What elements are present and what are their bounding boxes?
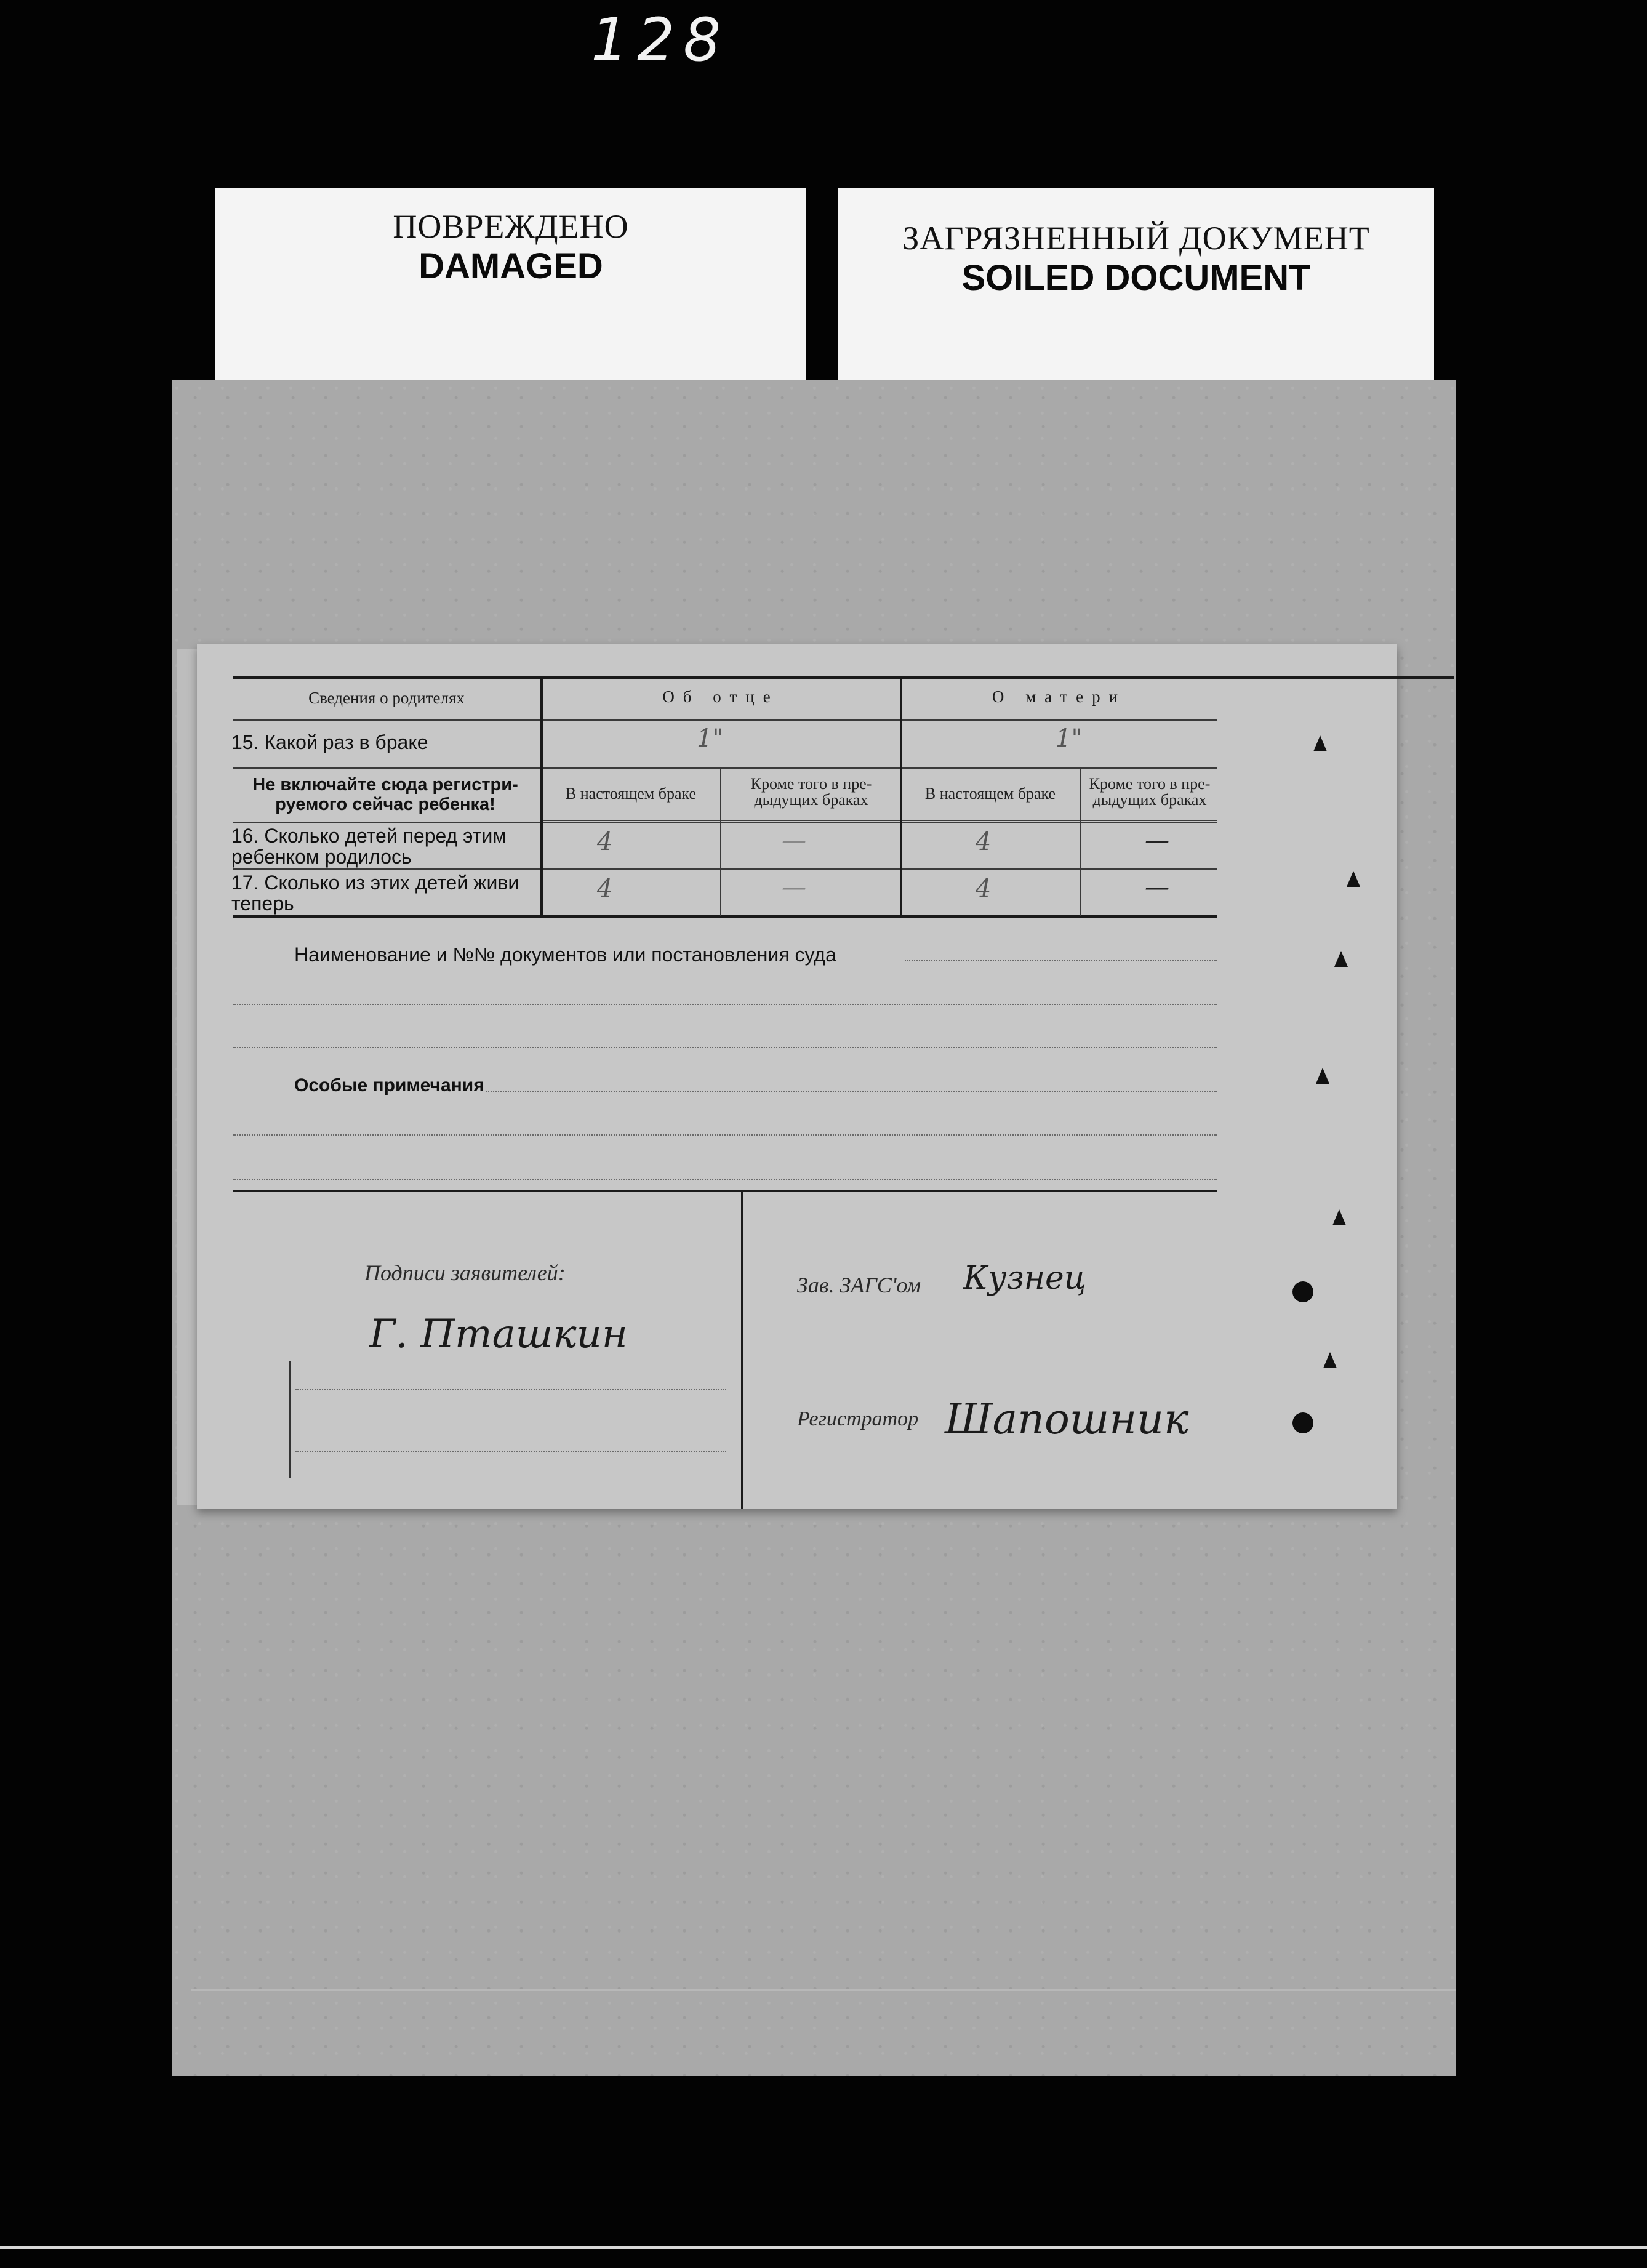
row17-label: 17. Сколько из этих детей живи теперь [231, 872, 519, 915]
header-parents-info: Сведения о родителях [308, 689, 465, 707]
table-col-divider-mother [1080, 767, 1081, 916]
table-row17-top-rule [233, 868, 1217, 870]
punch-hole [1316, 1068, 1329, 1084]
table-header-rule [233, 719, 1217, 721]
frame-number: 128 [591, 6, 730, 74]
row16-father-current: 4 [597, 828, 613, 856]
row15-label: 15. Какой раз в браке [231, 731, 428, 753]
table-bottom-rule [233, 915, 1217, 918]
documents-label: Наименование и №№ документов или постановления суда [294, 944, 836, 966]
row15-father-value: 1" [697, 724, 724, 753]
row17-father-previous: — [782, 873, 806, 902]
notes-line-3 [233, 1179, 1217, 1180]
table-subheader-rule [542, 820, 1217, 821]
punch-hole [1323, 1352, 1337, 1368]
punch-hole [1347, 871, 1360, 887]
punch-hole [1334, 951, 1348, 967]
notes-line-1 [486, 1091, 1217, 1092]
zags-head-label: Зав. ЗАГС'ом [797, 1273, 921, 1297]
row17-mother-previous: — [1145, 873, 1169, 902]
form-card [197, 644, 1397, 1509]
header-father: Об отце [662, 687, 779, 706]
zags-head-signature: Кузнец [963, 1260, 1087, 1297]
cardboard-strip [191, 1989, 1456, 1991]
punch-hole [1292, 1281, 1313, 1302]
table-row16-top-rule [233, 822, 1217, 823]
signature-section-rule [233, 1190, 1217, 1192]
applicant-signature: Г. Пташкин [369, 1312, 628, 1357]
punch-hole [1292, 1412, 1313, 1433]
father-current-marriage-header: В настоящем браке [565, 785, 697, 803]
table-col-divider-father [720, 767, 721, 916]
table-top-rule [233, 676, 1454, 679]
header-mother: О матери [992, 687, 1127, 706]
row16-mother-previous: — [1145, 827, 1169, 855]
mother-previous-marriages-header: Кроме того в пре-дыдущих браках [1089, 775, 1211, 809]
damaged-stamp-en: DAMAGED [419, 246, 603, 286]
notes-label: Особые примечания [294, 1075, 484, 1096]
punch-hole [1313, 735, 1327, 751]
registrar-label: Регистратор [797, 1408, 919, 1430]
applicant-signature-bracket [289, 1361, 291, 1478]
notes-line-2 [233, 1134, 1217, 1136]
damaged-stamp [215, 188, 806, 382]
damaged-stamp-ru: ПОВРЕЖДЕНО [393, 208, 629, 245]
mother-current-marriage-header: В настоящем браке [924, 785, 1056, 803]
table-row15-rule [233, 767, 1217, 769]
soiled-stamp [838, 188, 1434, 383]
soiled-stamp-en: SOILED DOCUMENT [961, 258, 1311, 298]
registrar-signature: Шапошник [945, 1395, 1189, 1444]
row17-mother-current: 4 [976, 875, 992, 903]
row16-father-previous: — [782, 827, 806, 855]
applicant-line-1 [295, 1389, 726, 1390]
punch-hole [1332, 1209, 1346, 1225]
signature-section-divider [741, 1191, 743, 1509]
documents-line-3 [233, 1047, 1217, 1048]
documents-line-2 [233, 1004, 1217, 1005]
row17-father-current: 4 [597, 875, 613, 903]
soiled-stamp-ru: ЗАГРЯЗНЕННЫЙ ДОКУМЕНТ [902, 220, 1370, 257]
row15-mother-value: 1" [1056, 724, 1083, 753]
warning-note: Не включайте сюда регистри-руемого сейчас ребенка! [252, 775, 518, 814]
row16-mother-current: 4 [976, 828, 992, 856]
applicant-line-2 [295, 1451, 726, 1452]
applicant-signatures-label: Подписи заявителей: [364, 1260, 566, 1285]
documents-line-1 [905, 960, 1217, 961]
father-previous-marriages-header: Кроме того в пре-дыдущих браках [750, 775, 872, 809]
film-edge-line [0, 2246, 1647, 2249]
row16-label: 16. Сколько детей перед этим ребенком родилось [231, 825, 507, 868]
